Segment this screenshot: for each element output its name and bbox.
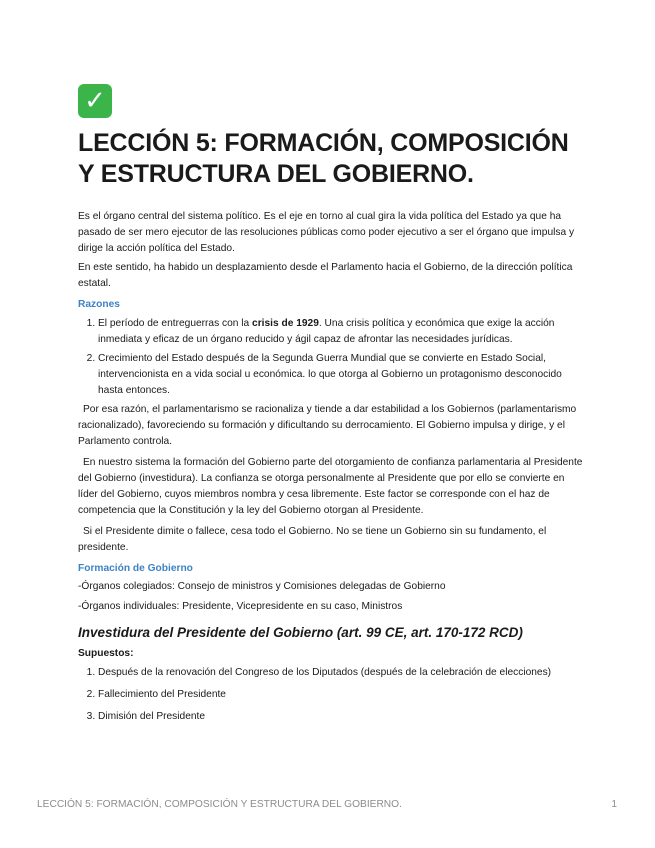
list-item-text: Crecimiento del Estado después de la Segunda Guerra Mundial que se convierte en Estado Social, intervencionista en a vida social u económica. lo que otorga al Gobierno un protagonismo desconocido hasta entonces.	[98, 353, 562, 396]
razones-list	[78, 316, 583, 399]
footer-text: LECCIÓN 5: FORMACIÓN, COMPOSICIÓN Y ESTRUCTURA DEL GOBIERNO.	[37, 799, 402, 810]
list-item-bold: crisis de 1929	[252, 318, 319, 329]
list-item: 3. Dimisión del Presidente	[98, 709, 583, 725]
body-paragraph: Si el Presidente dimite o fallece, cesa todo el Gobierno. No se tiene un Gobierno sin su fundamento, el presidente.	[78, 526, 547, 553]
list-item: 2. Fallecimiento del Presidente	[98, 687, 583, 703]
page-number: 1	[611, 799, 617, 810]
body-paragraph: Por esa razón, el parlamentarismo se racionaliza y tiende a dar estabilidad a los Gobiernos (parlamentarismo racionalizado), favoreciendo su formación y dificultando su derrocamiento. El Gobierno impulsa y dirige, y el Parlamento controla.	[78, 404, 577, 447]
list-item	[98, 351, 583, 399]
page-title: LECCIÓN 5: FORMACIÓN, COMPOSICIÓN Y ESTRUCTURA DEL GOBIERNO.	[78, 129, 569, 188]
intro-paragraph: En este sentido, ha habido un desplazamiento desde el Parlamento hacia el Gobierno, de la dirección política estatal.	[78, 262, 573, 289]
list-item	[98, 316, 583, 348]
intro-paragraph: Es el órgano central del sistema político. Es el eje en torno al cual gira la vida política del Estado ya que ha pasado de ser mero ejecutor de las resoluciones públicas como poder ejecutivo a ser el órgano que impulsa y dirige la acción política del Estado.	[78, 211, 575, 254]
supuestos-list	[78, 665, 583, 725]
investidura-heading: Investidura del Presidente del Gobierno (art. 99 CE, art. 170-172 RCD)	[78, 625, 523, 640]
check-mark-button-icon: ✓	[78, 84, 112, 118]
document-body	[78, 84, 583, 728]
page-footer	[37, 799, 617, 810]
list-item-text: El período de entreguerras con la	[98, 318, 253, 329]
body-paragraph: En nuestro sistema la formación del Gobierno parte del otorgamiento de confianza parlamentaria al Presidente del Gobierno (investidura). La confianza se otorga personalmente al Presidente que por ello se convierte en líder del Gobierno, cuyos miembros nombra y cesa libremente. Este factor se corresponde con el haz de competencia que la Constitución y la ley del Gobierno otorgan al Presidente.	[78, 457, 583, 516]
list-item-text: . Una crisis política y económica que exige la acción inmediata y eficaz de un órgano reducido y ágil capaz de afrontar las necesidades jurídicas.	[98, 318, 555, 345]
formacion-heading: Formación de Gobierno	[78, 563, 193, 574]
supuestos-label: Supuestos:	[78, 648, 134, 659]
organos-line: -Órganos individuales: Presidente, Vicepresidente en su caso, Ministros	[78, 601, 403, 612]
list-item: 1. Después de la renovación del Congreso de los Diputados (después de la celebración de elecciones)	[98, 665, 583, 681]
razones-heading: Razones	[78, 299, 120, 310]
organos-line: -Órganos colegiados: Consejo de ministros y Comisiones delegadas de Gobierno	[78, 581, 446, 592]
